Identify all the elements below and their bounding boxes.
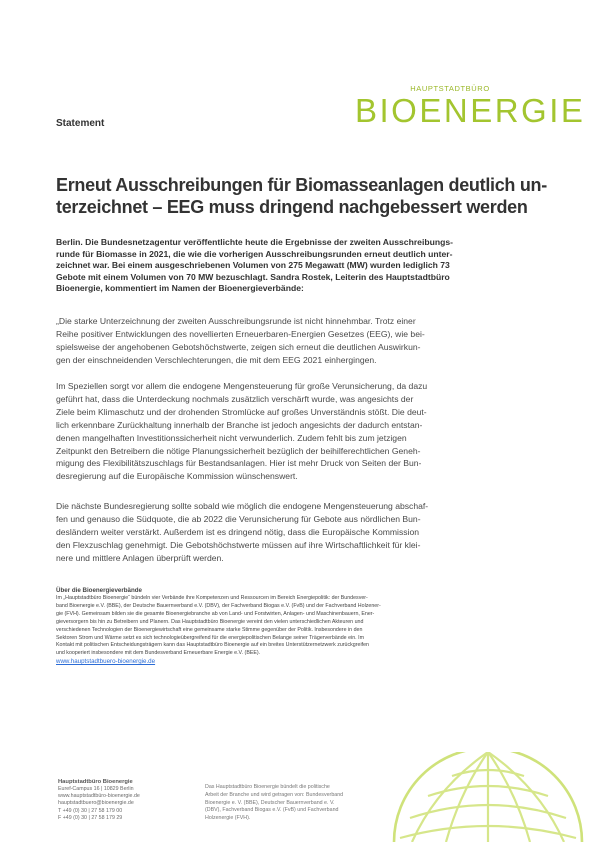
body-line: nere und mittlere Anlagen überprüft werden. — [56, 552, 224, 563]
body-line: Ziele beim Klimaschutz und der drohenden Stromlücke auf großes Unverständnis stößt. Die deut- — [56, 406, 427, 417]
body-line: desregierung auf die Europäische Kommission wünschenswert. — [56, 471, 298, 482]
about-line: gie (FVH). Gemeinsam bilden sie die gesamte Bioenergiebranche ab von Land- und Forstwirten, Anlagen- und Maschinenbauern, Ener- — [56, 610, 375, 617]
body-line: fen und genauso die Südquote, die ab 2022 die Verunsicherung für Gebote aus nördlichen Bun- — [56, 513, 421, 524]
body-line: den Flexzuschlag genehmigt. Die Gebotshöchstwerte müssen auf ihre Wirtschaftlichkeit für klei- — [56, 539, 421, 550]
body-line: Zeitpunkt den Betreibern die nötige Planungssicherheit bezüglich der beihilferechtlichen Geneh- — [56, 445, 421, 456]
body-line: geführt hat, dass die Unterdeckung nochmals zusätzlich verschärft wurde, was angesichts der — [56, 393, 414, 404]
logo-big-text: BIOENERGIE — [355, 92, 586, 129]
about-title: Über die Bioenergieverbände — [56, 587, 142, 594]
lead-paragraph — [56, 237, 548, 295]
footer-note-line: Arbeit der Branche und wird getragen von: Bundesverband — [205, 791, 344, 798]
headline-line: terzeichnet – EEG muss dringend nachgebessert werden — [56, 197, 528, 217]
about-section — [56, 587, 556, 666]
body-line: Die nächste Bundesregierung sollte sobald wie möglich die endogene Mengensteuerung abschaf- — [56, 501, 429, 511]
lead-line: Gebote mit einem Volumen von 70 MW bezuschlagt. Sandra Rostek, Leiterin des Hauptstadtbüro — [56, 271, 450, 282]
body-line: Reihe positiver Entwicklungen des novellierten Erneuerbaren-Energien Gesetzes (EEG), wie bei- — [56, 328, 425, 339]
body-line: lich erkennbare Zurückhaltung innerhalb der Branche ist jedoch angesichts der dadurch entstan- — [56, 419, 423, 430]
headline — [56, 174, 546, 218]
footer-website-line: www.hauptstadtbüro-bioenergie.de — [58, 793, 140, 800]
body-line: desländern weiter verstärkt. Außerdem ist es dringend nötig, dass die Europäische Kommission — [56, 526, 420, 537]
about-line: verschiedenen Technologien der Bioenergiewirtschaft eine gemeinsame starke Stimme gegenüber der Politik. Insbesondere in den — [56, 626, 363, 633]
about-line: Kontakt mit politischen Entscheidungsträgern kann das Hauptstadtbüro Bioenergie auf ein breites Unterstützernetzwerk zurückgreifen — [56, 642, 369, 649]
lead-line: zeichnet war. Bei einem ausgeschriebenen Volumen von 275 Megawatt (MW) wurden lediglich 73 — [56, 260, 450, 271]
footer-note-line: Bioenergie e. V. (BBE), Deutscher Bauernverband e. V. — [205, 799, 335, 806]
lead-line: Berlin. Die Bundesnetzagentur veröffentlichte heute die Ergebnisse der zweiten Ausschreibungs- — [56, 237, 453, 247]
about-line: band Bioenergie e.V. (BBE), der Deutsche Bauernverband e.V. (DBV), der Fachverband Biogas e.V. (FvB) und der Fachverband Holzener- — [56, 602, 381, 609]
footer-address-line: Euref-Campus 16 | 10829 Berlin — [58, 786, 134, 792]
about-line: Sektoren Strom und Wärme setzt es sich technologieübergreifend für die energiepolitischen Belange seiner Trägerverbände ein. Im — [56, 634, 364, 641]
body-line: gen der einschneidenden Verschlechterungen, die mit dem EEG 2021 einhergingen. — [56, 354, 377, 365]
footer-contact — [58, 778, 140, 822]
logo-small-text: HAUPTSTADTBÜRO — [410, 84, 490, 93]
about-line: und kooperiert insbesondere mit dem Bundesverband Erneuerbare Energie e.V. (BEE). — [56, 650, 261, 657]
website-link[interactable]: www.hauptstadtbuero-bioenergie.de — [56, 658, 156, 666]
about-text — [56, 595, 556, 658]
headline-line: Erneut Ausschreibungen für Biomasseanlagen deutlich un- — [56, 175, 547, 195]
body-paragraph-2 — [56, 380, 550, 483]
about-line: gieversorgern bis hin zu Betreibern und Planern. Das Hauptstadtbüro Bioenergie vereint den vielen unterschiedlichen Akteuren und — [56, 618, 364, 625]
lead-line: runde für Biomasse in 2021, die wie die vorherigen Ausschreibungsrunden erneut deutlich unter- — [56, 248, 453, 259]
body-paragraph-3 — [56, 500, 550, 565]
footer-note — [205, 784, 343, 823]
about-line: Im „Hauptstadtbüro Bioenergie“ bündeln vier Verbände ihre Kompetenzen und Ressourcen im Bereich Energiepolitik: der Bundesver- — [56, 595, 368, 601]
footer-note-line: Holzenergie (FVH). — [205, 815, 251, 822]
body-line: denen mangelhaften Investitionssicherheit nicht verwunderlich. Zudem fehlt bis zum jetzigen — [56, 432, 407, 443]
body-line: Im Speziellen sorgt vor allem die endogene Mengensteuerung für große Verunsicherung, da dazu — [56, 381, 428, 391]
body-line: „Die starke Unterzeichnung der zweiten Ausschreibungsrunde ist nicht hinnehmbar. Trotz einer — [56, 316, 416, 326]
footer-org-name: Hauptstadtbüro Bioenergie — [58, 779, 133, 785]
lead-line: Bioenergie, kommentiert im Namen der Bioenergieverbände: — [56, 283, 304, 294]
footer-fax-line: F +49 (0) 30 | 27 58 179 29 — [58, 814, 123, 821]
footer-phone-line: T +49 (0) 30 | 27 58 179 00 — [58, 807, 123, 814]
globe-graphic-icon — [388, 752, 588, 842]
body-paragraph-1 — [56, 315, 550, 367]
body-line: spielsweise der angehobenen Gebotshöchstwerte, zeigen sich erneut die deutlichen Auswirkun- — [56, 341, 421, 352]
statement-label: Statement — [56, 118, 105, 129]
footer-note-line: Das Hauptstadtbüro Bioenergie bündelt die politische — [205, 784, 330, 790]
brand-logo — [355, 84, 586, 136]
footer-email-line: hauptstadtbuero@bioenergie.de — [58, 800, 134, 807]
body-line: migung des Flexibilitätszuschlags für Bestandsanlagen. Hier ist mehr Druck von Seiten der Bun- — [56, 458, 422, 469]
footer-note-line: (DBV), Fachverband Biogas e.V. (FvB) und Fachverband — [205, 807, 339, 814]
